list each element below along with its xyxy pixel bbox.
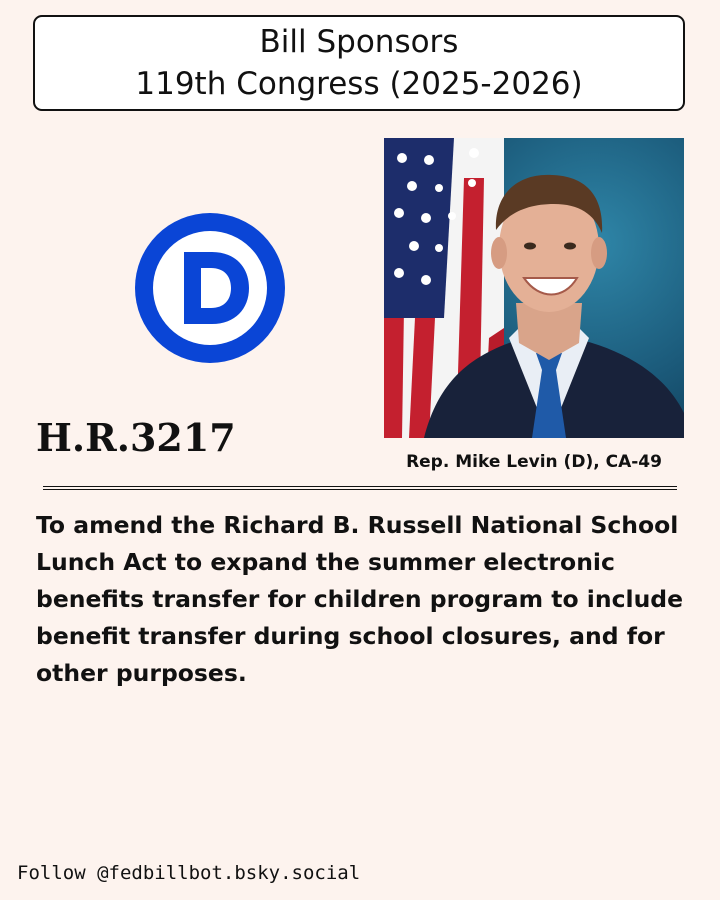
sponsor-caption: Rep. Mike Levin (D), CA-49 [406, 452, 662, 472]
democratic-party-logo-icon [134, 212, 286, 364]
sponsor-portrait [384, 138, 684, 438]
bill-title: To amend the Richard B. Russell National School Lunch Act to expand the summer electronic benefits transfer for children program to include benefit transfer during school closures, and for other purposes. [36, 511, 684, 687]
divider [43, 486, 677, 490]
bill-number: H.R.3217 [36, 415, 236, 460]
portrait-illustration [384, 138, 684, 438]
header-title: Bill Sponsors [259, 24, 459, 60]
header-box [33, 15, 685, 111]
footer-follow-text: Follow @fedbillbot.bsky.social [17, 862, 361, 884]
header-congress: 119th Congress (2025-2026) [135, 66, 583, 102]
